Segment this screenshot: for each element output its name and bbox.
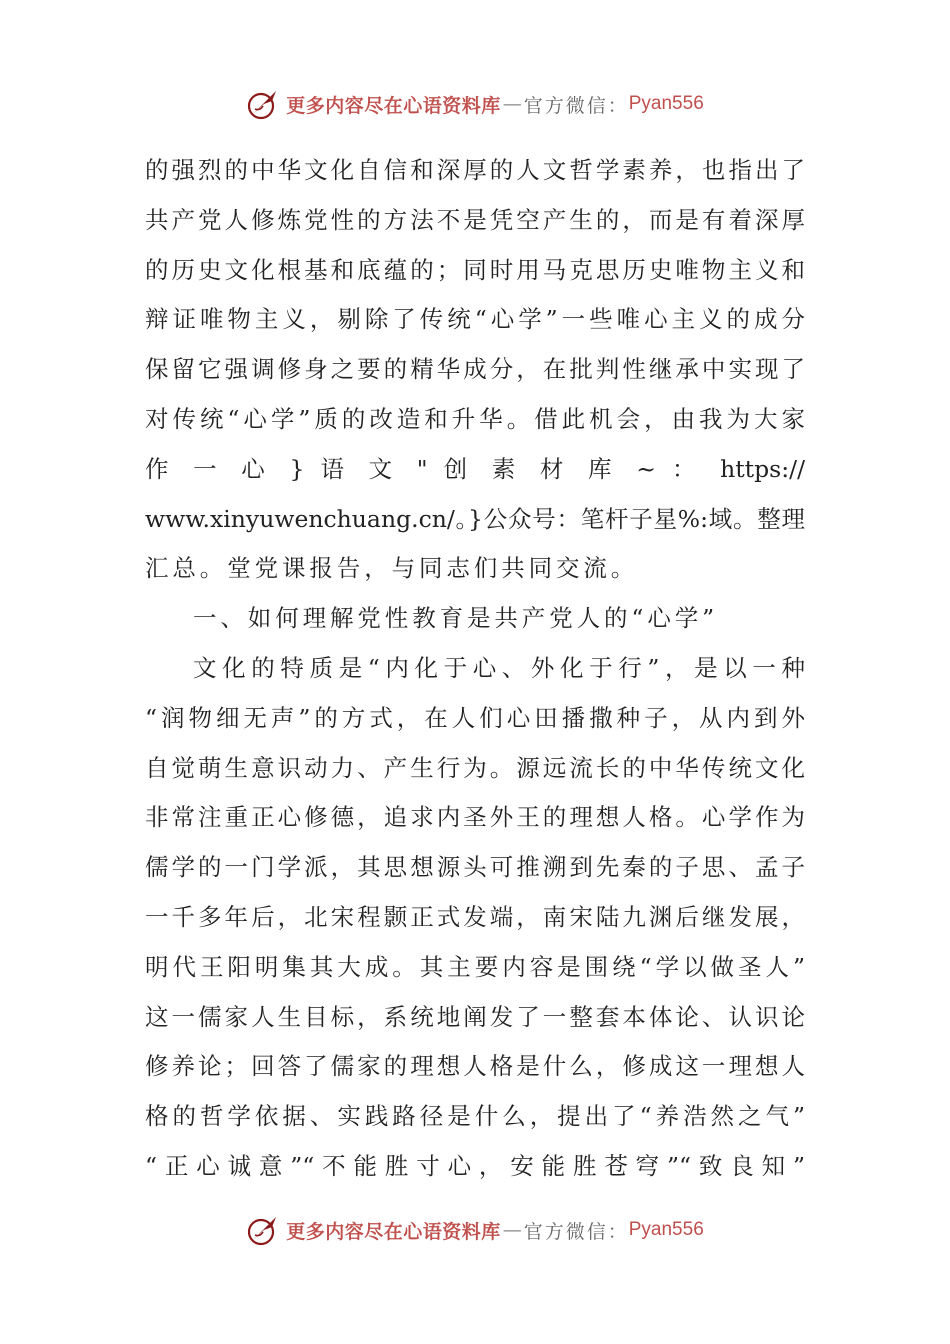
text-line: 格的哲学依据、实践路径是什么，提出了“养浩然之气” [145,1102,805,1131]
document-body [145,146,805,1192]
text-line: “润物细无声”的方式，在人们心田播撒种子，从内到外 [145,703,805,732]
text-line: 作 一 心 } 语 文 " 创 素 材 库 ~ ： https:// [145,454,805,483]
text-line: 修养论；回答了儒家的理想人格是什么，修成这一理想人 [145,1052,805,1081]
text-line: 的历史文化根基和底蕴的；同时用马克思历史唯物主义和 [145,255,805,284]
banner-title: 更多内容尽在心语资料库 [286,94,501,117]
header-banner [0,84,950,124]
section-heading: 一、如何理解党性教育是共产党人的“心学” [193,604,719,633]
text-line: 非常注重正心修德，追求内圣外王的理想人格。心学作为 [145,803,805,832]
banner-subtitle: 官方微信： [523,1220,629,1243]
text-line: 明代王阳明集其大成。其主要内容是围绕“学以做圣人” [145,952,805,981]
quill-logo-icon [246,87,280,121]
text-line: 的强烈的中华文化自信和深厚的人文哲学素养，也指出了 [145,156,805,184]
text-line: 共产党人修炼党性的方法不是凭空产生的，而是有着深厚 [145,205,805,234]
banner-separator: — [502,1219,522,1241]
text-line: 文化的特质是“内化于心、外化于行”，是以一种 [193,653,805,682]
text-line: 这一儒家人生目标，系统地阐发了一整套本体论、认识论 [145,1002,805,1031]
text-line: 保留它强调修身之要的精华成分，在批判性继承中实现了 [145,355,805,384]
footer-banner [0,1210,950,1250]
text-line: 对传统“心学”质的改造和升华。借此机会，由我为大家 [145,404,805,433]
banner-title: 更多内容尽在心语资料库 [286,1220,501,1243]
text-line: 汇总。堂党课报告，与同志们共同交流。 [145,554,639,583]
text-line-url: www.xinyuwenchuang.cn/。}公众号：笔杆子星%:域。整理 [145,504,805,533]
banner-separator: — [502,93,522,115]
quill-logo-icon [246,1213,280,1247]
text-line: 辩证唯物主义，剔除了传统“心学”一些唯心主义的成分 [145,305,805,334]
text-line: “正心诚意”“不能胜寸心，安能胜苍穹”“致良知” [145,1151,805,1180]
banner-wechat-id: Pyan556 [628,93,704,114]
banner-subtitle: 官方微信： [523,94,629,117]
banner-wechat-id: Pyan556 [628,1219,704,1240]
text-line: 一千多年后，北宋程颢正式发端，南宋陆九渊后继发展， [145,902,805,931]
text-line: 儒学的一门学派，其思想源头可推溯到先秦的子思、孟子 [145,853,805,882]
text-line: 自觉萌生意识动力、产生行为。源远流长的中华传统文化 [145,753,805,782]
